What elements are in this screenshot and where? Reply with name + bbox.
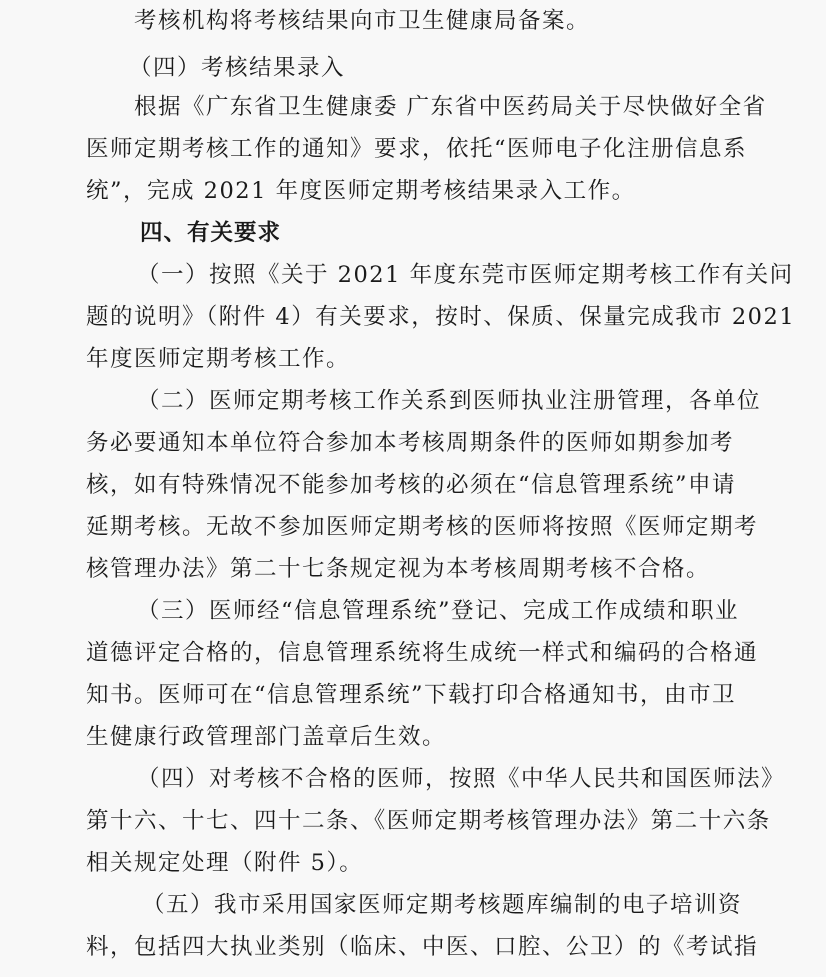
section-subheading: （四）考核结果录入: [129, 55, 346, 81]
text-line: 生健康行政管理部门盖章后生效。: [86, 724, 447, 750]
text-line: （二）医师定期考核工作关系到医师执业注册管理，各单位: [137, 388, 762, 414]
text-line: （一）按照《关于 2021 年度东莞市医师定期考核工作有关问: [137, 262, 794, 288]
text-line: 道德评定合格的，信息管理系统将生成统一样式和编码的合格通: [86, 640, 759, 666]
text-line: （四）对考核不合格的医师，按照《中华人民共和国医师法》: [137, 766, 786, 792]
text-line: 根据《广东省卫生健康委 广东省中医药局关于尽快做好全省: [134, 94, 767, 120]
text-line: 题的说明》（附件 4）有关要求，按时、保质、保量完成我市 2021: [86, 304, 796, 330]
text-line: 相关规定处理（附件 5）。: [86, 850, 364, 876]
text-line: 考核机构将考核结果向市卫生健康局备案。: [134, 8, 591, 34]
text-line: 统”，完成 2021 年度医师定期考核结果录入工作。: [86, 178, 636, 204]
text-line: 知书。医师可在“信息管理系统”下载打印合格通知书，由市卫: [86, 682, 737, 708]
text-line: 延期考核。无故不参加医师定期考核的医师将按照《医师定期考: [86, 514, 759, 540]
text-line: （三）医师经“信息管理系统”登记、完成工作成绩和职业: [137, 598, 740, 624]
text-line: 核，如有特殊情况不能参加考核的必须在“信息管理系统”申请: [86, 472, 737, 498]
text-line: 务必要通知本单位符合参加本考核周期条件的医师如期参加考: [86, 430, 735, 456]
text-line: 第十六、十七、四十二条、《医师定期考核管理办法》第二十六条: [86, 808, 771, 834]
text-line: 医师定期考核工作的通知》要求，依托“医师电子化注册信息系: [86, 136, 748, 162]
text-line: （五）我市采用国家医师定期考核题库编制的电子培训资: [142, 892, 743, 918]
section-heading: 四、有关要求: [140, 220, 282, 246]
text-line: 核管理办法》第二十七条规定视为本考核周期考核不合格。: [86, 556, 711, 582]
text-line: 料，包括四大执业类别（临床、中医、口腔、公卫）的《考试指: [86, 934, 759, 960]
text-line: 年度医师定期考核工作。: [86, 346, 351, 372]
